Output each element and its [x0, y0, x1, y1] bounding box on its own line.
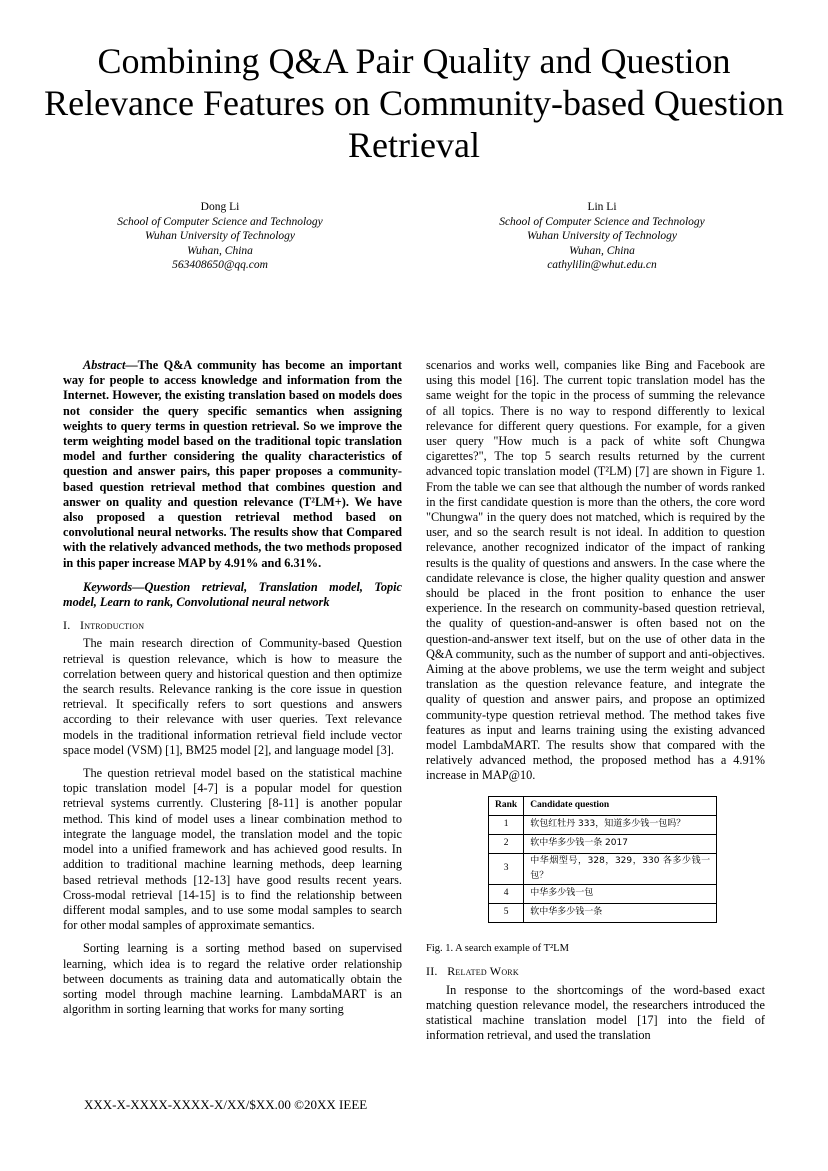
table-header-row	[489, 796, 717, 815]
table-cell-question: 中华多少钱一包	[524, 885, 717, 904]
table-cell-rank: 1	[489, 815, 524, 834]
abstract-label: Abstract	[83, 358, 126, 372]
author-location: Wuhan, China	[187, 244, 253, 257]
section-number: I.	[63, 618, 71, 633]
table-cell-rank: 5	[489, 904, 524, 923]
author-org: Wuhan University of Technology	[144, 230, 296, 242]
related-work-paragraph-1: In response to the shortcomings of the word-based exact matching question relevance model, the researchers introduced the statistical machine translation model [17] into the field of information retrieval, and used the translation	[426, 982, 765, 1043]
author-email: 563408650@qq.com	[172, 259, 268, 271]
intro-paragraph-3: Sorting learning is a sorting method based on supervised learning, which idea is to regard the relative order relationship between documents as training data and automatically obtain the sorting model through machine learning. LambdaMART is an algorithm in sorting learning that works for many sorting	[63, 941, 402, 1017]
right-column	[426, 358, 765, 1043]
abstract	[63, 358, 402, 571]
author-name: Dong Li	[200, 201, 240, 213]
section-title: Related Work	[447, 964, 519, 979]
table-row	[489, 853, 717, 884]
table-header-cell: Candidate question	[524, 796, 717, 815]
table-cell-rank: 2	[489, 834, 524, 853]
intro-paragraph-4: scenarios and works well, companies like Bing and Facebook are using this model [16]. The current topic translation model has the same weight for the topic in the process of summing the relevance of all topics. There is no way to respond differently to lexical relevance for different query questions. For example, for a given user query "How much is a pack of white soft Chungwa cigarettes?", The top 5 search results returned by the current advanced topic translation model (T²LM) [7] are shown in Figure 1. From the table we can see that although the number of words ranked in the first candidate question is more than the others, the core word "Chungwa" in the query does not matched, which is required by the user, and so the search result is not ideal. In addition to question relevance, another recognized indicator of the impact of ranking results is the quality of questions and answers. In the case where the candidate relevance is close, the higher quality question and answer should be placed in the front position to enhance the user experience. In the research on community-based question retrieval, the quality of question-and-answer is often based not on the question-and-answer text itself, but on the use of other data in the Q&A community, such as the number of support and anti-objectives. Aiming at the above problems, we use the term weight and subject translation as the question relevance feature, and integrate the quality of question and answer pairs, and propose an optimized community-type question retrieval method. The method takes five features as input and learns training using the existing advanced model LambdaMART. The results show that compared with the relatively advanced method, the proposed method has a 4.91% increase in MAP@10.	[426, 358, 765, 783]
author-block-2	[452, 200, 752, 273]
figure-caption: Fig. 1. A search example of T²LM	[426, 943, 569, 955]
author-email: cathylilin@whut.edu.cn	[547, 259, 657, 271]
author-dept: School of Computer Science and Technology	[117, 215, 323, 228]
intro-paragraph-2: The question retrieval model based on the statistical machine topic translation model [4-7] is a popular model for question retrieval systems currently. Clustering [8-11] is another popular method. This kind of model uses a linear combination method to integrate the language model, the translation model and the topic model into a unified framework and has achieved good results. In addition to traditional machine learning methods, deep learning based retrieval methods [12-13] have good results recent years. Cross-modal retrieval [14-15] is to find the relationship between different modal samples, and to use some modal samples to search for other modal samples of approximate semantics.	[63, 766, 402, 933]
search-example-table	[488, 796, 717, 923]
table-cell-question: 软中华多少钱一条	[524, 904, 717, 923]
copyright-footer: XXX-X-XXXX-XXXX-X/XX/$XX.00 ©20XX IEEE	[84, 1097, 368, 1112]
section-number: II.	[426, 964, 438, 979]
section-title: Introduction	[80, 618, 145, 633]
left-column	[63, 358, 402, 1017]
author-org: Wuhan University of Technology	[526, 230, 678, 242]
author-block-1	[70, 200, 370, 273]
table-row	[489, 885, 717, 904]
abstract-text: —The Q&A community has become an important way for people to access knowledge and information from the Internet. However, the existing translation based on models does not consider the query specific semantics when assigning weights to query terms in question retrieval. So we improve the term weighting model based on the traditional topic translation model and further considering the quality characteristics of question and answer pairs, this paper proposes a community-based question retrieval method that combines question and answer on quality and question relevance (T²LM+). We have also proposed a question retrieval method based on convolutional neural networks. The results show that Compared with the relatively advanced methods, the two methods proposed in this paper increase MAP by 4.91% and 6.31%.	[63, 358, 402, 570]
table-cell-question: 软中华多少钱一条 2017	[524, 834, 717, 853]
table-cell-rank: 4	[489, 885, 524, 904]
table-row	[489, 834, 717, 853]
table-cell-question: 软包红牡丹 333，知道多少钱一包吗？	[524, 815, 717, 834]
section-heading-related-work	[426, 964, 765, 979]
table-row	[489, 815, 717, 834]
intro-paragraph-1: The main research direction of Community-based Question retrieval is question relevance, which is how to measure the correlation between query and historical question and then optimize the search results. Relevance ranking is the core issue in question retrieval. It specifically refers to sort questions and answers according to their relevance with user queries. Text relevance models in the traditional information retrieval field include vector space model (VSM) [1], BM25 model [2], and language model [3].	[63, 636, 402, 757]
paper-title: Combining Q&A Pair Quality and Question Relevance Features on Community-based Question Retrieval	[44, 41, 784, 165]
section-heading-introduction	[63, 618, 402, 633]
table-header-cell: Rank	[489, 796, 524, 815]
table-cell-question: 中华烟型号，328，329，330 各多少钱一包？	[524, 853, 717, 884]
author-dept: School of Computer Science and Technology	[499, 215, 705, 228]
author-location: Wuhan, China	[569, 244, 635, 257]
table-cell-rank: 3	[489, 853, 524, 884]
author-name: Lin Li	[587, 201, 617, 213]
keywords: Keywords—Question retrieval, Translation model, Topic model, Learn to rank, Convolutional neural network	[63, 579, 402, 610]
table-row	[489, 904, 717, 923]
